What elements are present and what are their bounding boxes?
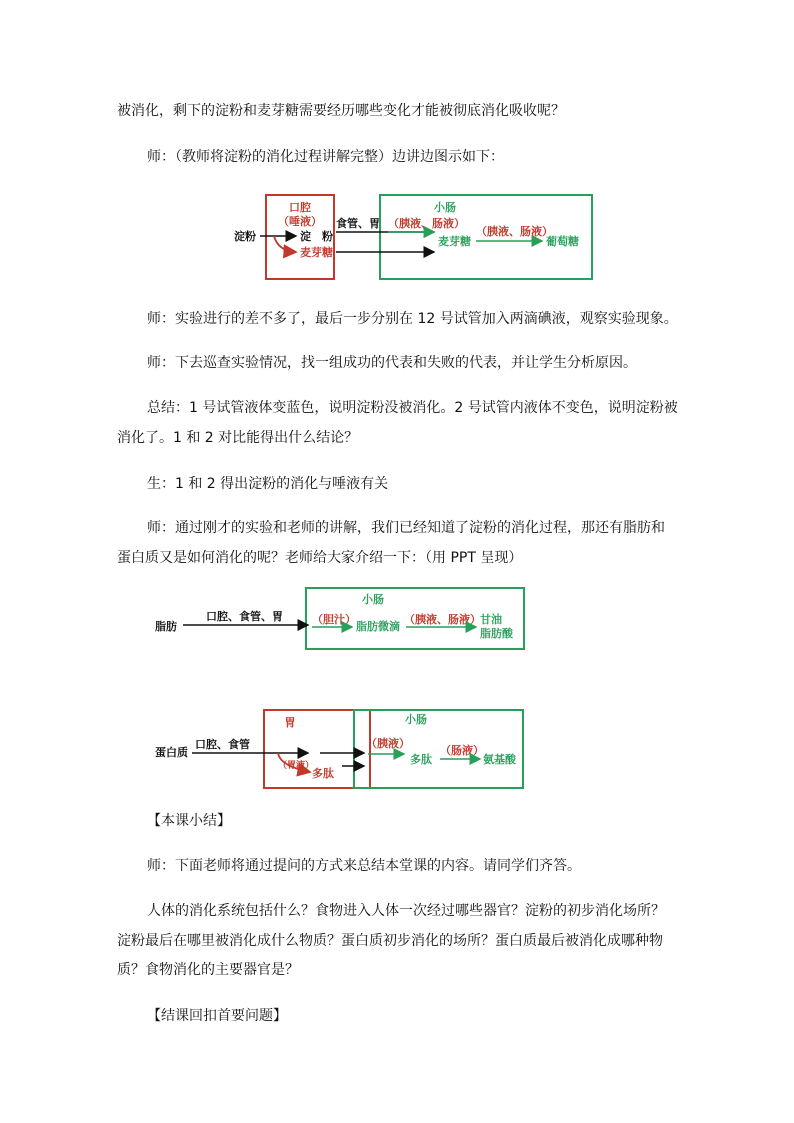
enzyme-label-1: （胰液、肠液） [388, 217, 465, 230]
paragraph-7a: 师：通过刚才的实验和老师的讲解，我们已经知道了淀粉的消化过程，那还有脂肪和 [147, 520, 665, 536]
starch-product: 淀 粉 [300, 230, 333, 243]
protein-transit: 口腔、食管 [195, 738, 250, 751]
maltose-product: 麦芽糖 [300, 246, 333, 259]
protein-intestine-label: 小肠 [405, 713, 427, 726]
gastric-juice-label: （胃液） [278, 761, 315, 771]
fat-enzyme-2: （胰液、肠液） [404, 613, 481, 626]
fat-input: 脂肪 [155, 620, 177, 633]
enzyme-label-2: （胰液、肠液） [476, 225, 553, 238]
intestine-polypeptide: 多肽 [410, 753, 432, 766]
protein-digestion-diagram [150, 706, 530, 791]
maltose-intestine: 麦芽糖 [438, 235, 471, 248]
stomach-polypeptide: 多肽 [312, 767, 334, 780]
glucose-product: 葡萄糖 [546, 235, 579, 248]
mouth-label: 口腔 [289, 201, 311, 214]
fat-intestine-label: 小肠 [362, 593, 384, 606]
amino-acid-product: 氨基酸 [483, 753, 516, 766]
paragraph-7b: 蛋白质又是如何消化的呢？老师给大家介绍一下：（用 PPT 呈现） [117, 550, 523, 566]
intestine-label: 小肠 [434, 201, 456, 214]
paragraph-2: 师：（教师将淀粉的消化过程讲解完整）边讲边图示如下： [147, 149, 504, 165]
paragraph-5b: 消化了。1 和 2 对比能得出什么结论？ [117, 430, 359, 446]
starch-input: 淀粉 [234, 230, 256, 243]
paragraph-9a: 人体的消化系统包括什么？食物进入人体一次经过哪些器官？淀粉的初步消化场所？ [147, 903, 665, 919]
paragraph-6: 生：1 和 2 得出淀粉的消化与唾液有关 [147, 476, 389, 492]
starch-digestion-diagram [228, 190, 598, 285]
paragraph-3: 师：实验进行的差不多了，最后一步分别在 12 号试管加入两滴碘液，观察实验现象。 [147, 311, 678, 327]
fat-transit: 口腔、食管、胃 [206, 610, 283, 623]
fat-digestion-diagram [150, 585, 530, 655]
saliva-label: （唾液） [278, 215, 322, 228]
section-heading-closing: 【结课回扣首要问题】 [147, 1008, 287, 1024]
bile-label: （胆汁） [312, 613, 356, 626]
pancreatic-juice-label: （胰液） [366, 737, 410, 750]
paragraph-5a: 总结：1 号试管液体变蓝色，说明淀粉没被消化。2 号试管内液体不变色，说明淀粉被 [147, 400, 678, 416]
paragraph-1: 被消化，剩下的淀粉和麦芽糖需要经历哪些变化才能被彻底消化吸收呢？ [117, 103, 565, 119]
paragraph-9b: 淀粉最后在哪里被消化成什么物质？蛋白质初步消化的场所？蛋白质最后被消化成哪种物 [117, 933, 663, 949]
fatty-acid-product: 脂肪酸 [480, 627, 513, 640]
section-heading-summary: 【本课小结】 [147, 813, 231, 829]
paragraph-8: 师：下面老师将通过提问的方式来总结本堂课的内容。请同学们齐答。 [147, 858, 581, 874]
stomach-label: 胃 [284, 716, 296, 729]
paragraph-9c: 质？食物消化的主要器官是？ [117, 962, 299, 978]
intestinal-juice-label: （肠液） [440, 744, 484, 757]
protein-input: 蛋白质 [155, 746, 188, 759]
paragraph-4: 师：下去巡查实验情况，找一组成功的代表和失败的代表，并让学生分析原因。 [147, 355, 637, 371]
transit-label: 食管、胃 [336, 217, 380, 230]
glycerol-product: 甘油 [480, 613, 502, 626]
fat-droplet-product: 脂肪微滴 [356, 620, 400, 633]
